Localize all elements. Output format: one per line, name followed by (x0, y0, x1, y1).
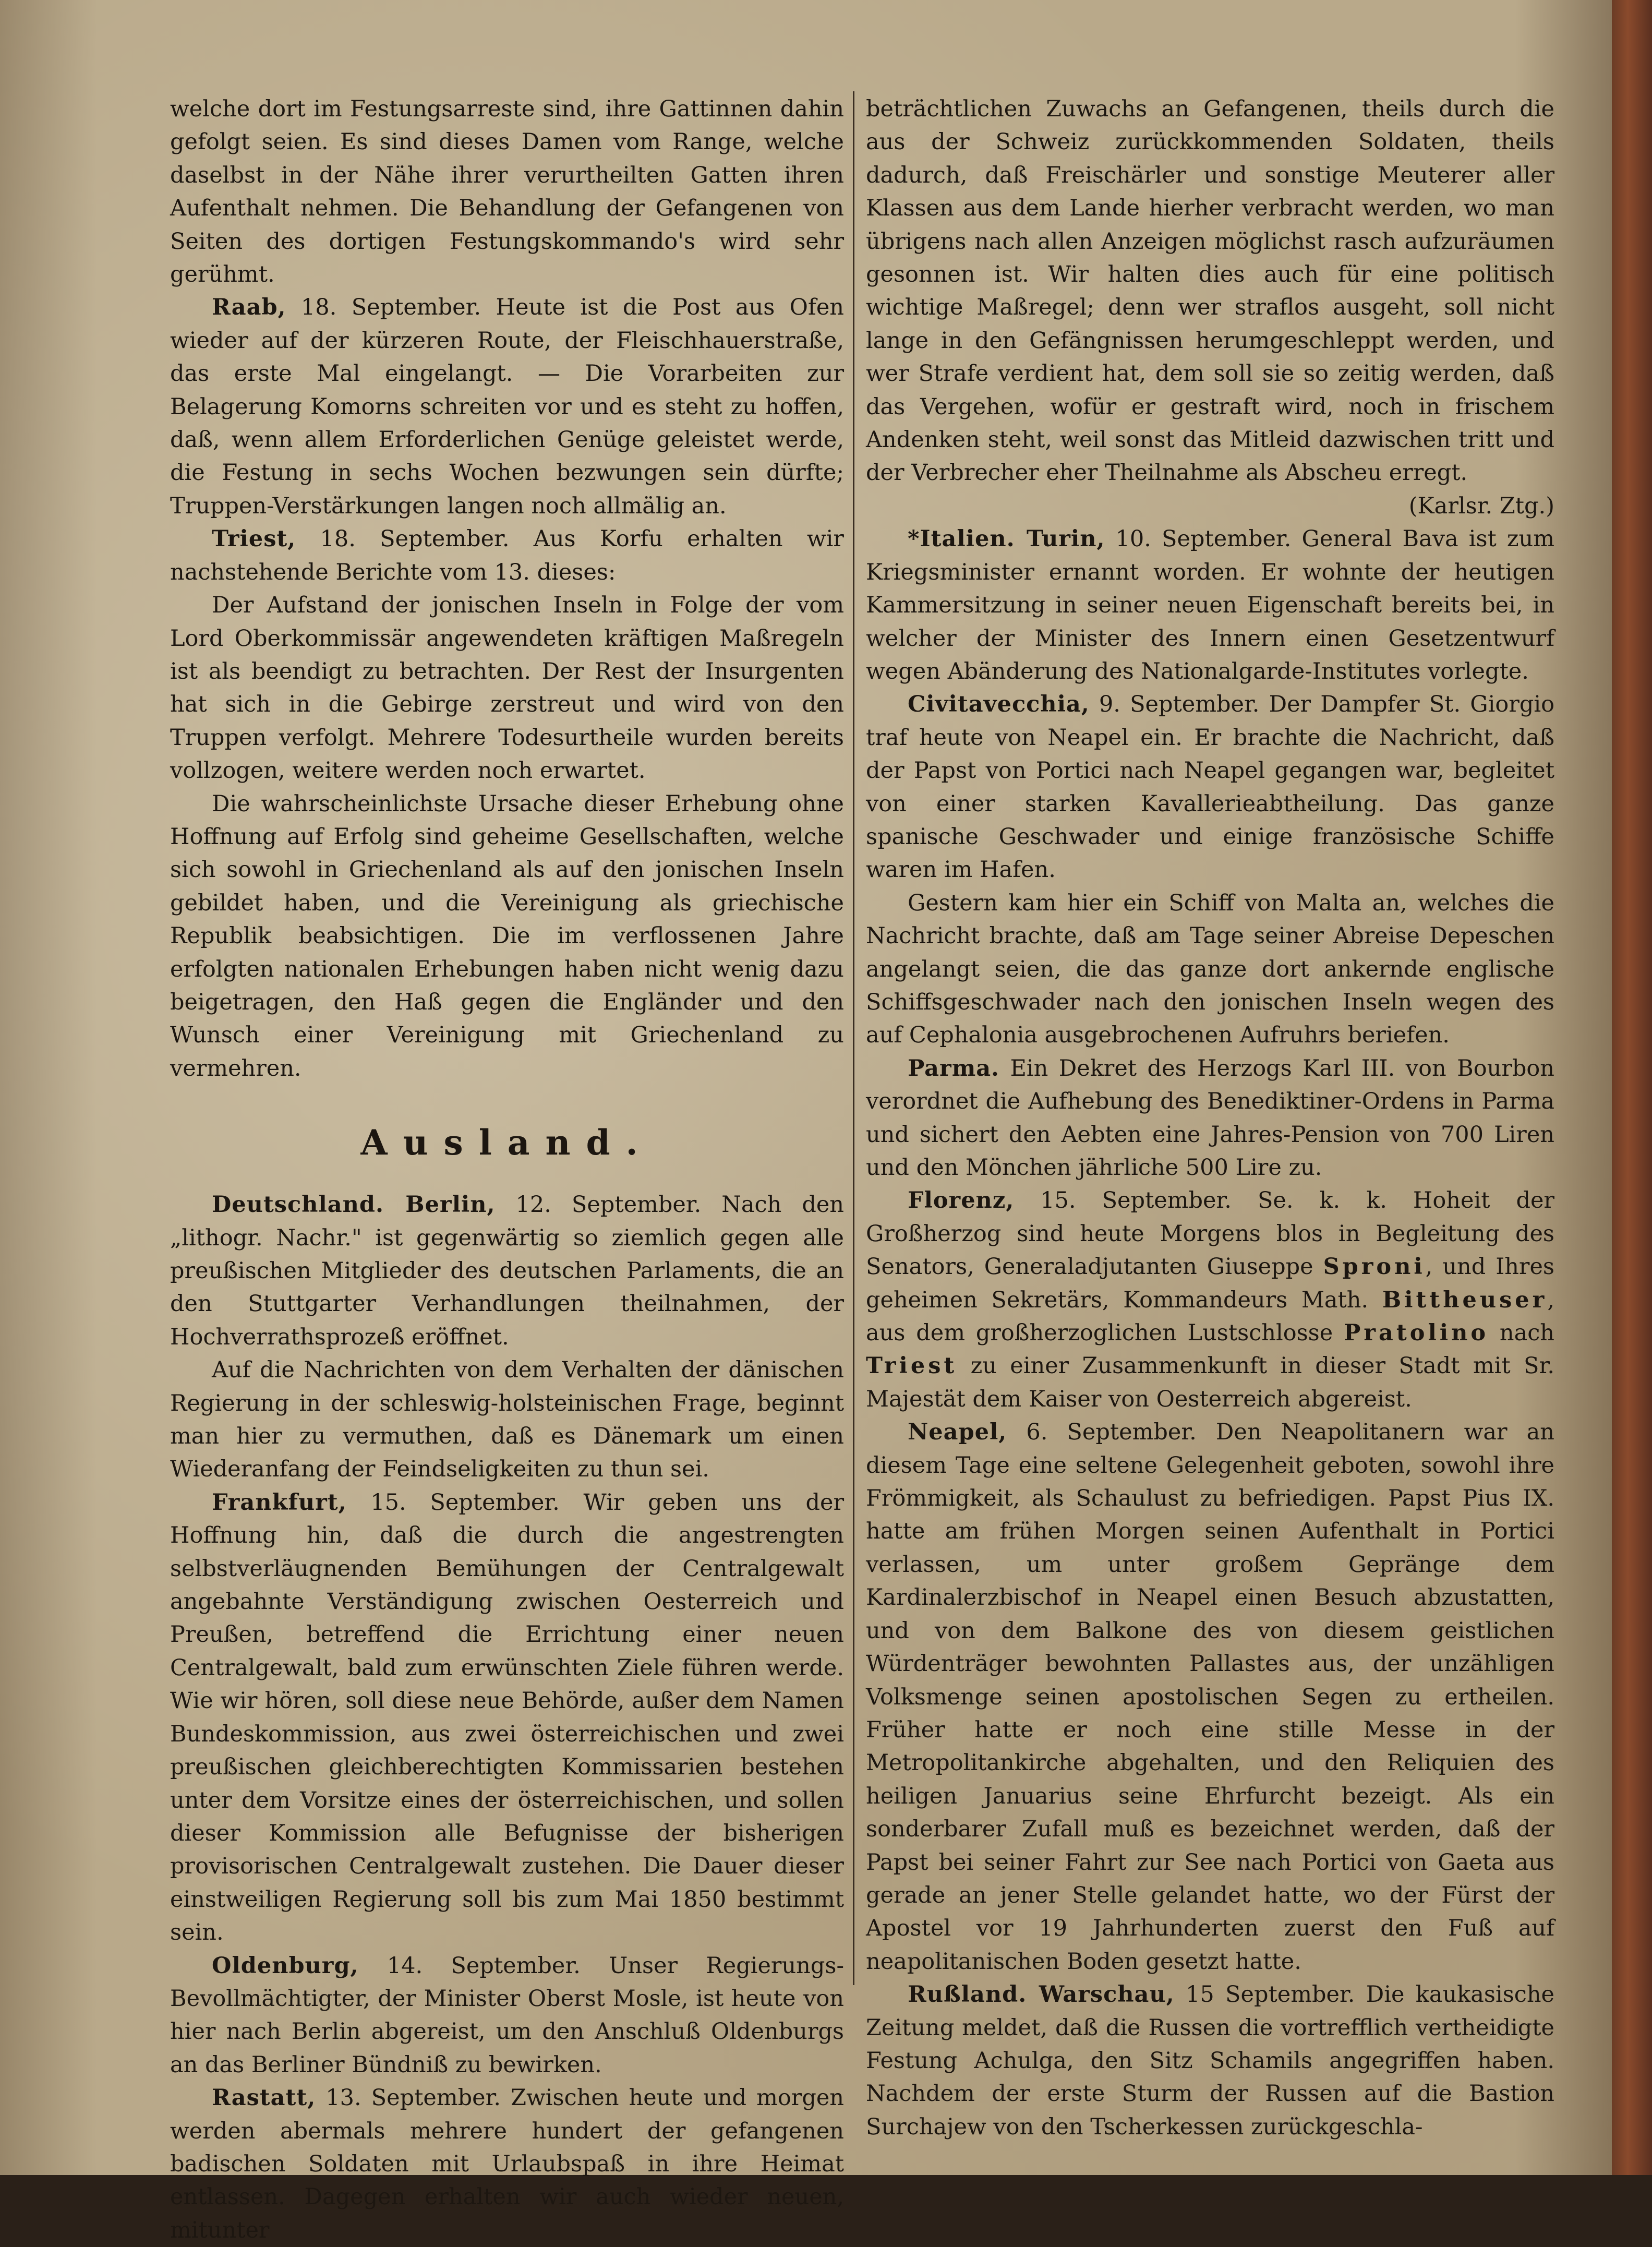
article-italien-text: 10. September. General Bava ist zum Kriegsminister ernannt worden. Er wohnte der heutigen Kammersitzung in seiner neuen Eigenschaft bereits bei, in welcher der Minister des Innern einen Gesetzentwurf wegen Abänderung des Nationalgarde-Institutes vorlegte. (866, 526, 1554, 684)
article-neapel (866, 1416, 1554, 1978)
paragraph-daenisch: Auf die Nachrichten von dem Verhalten der dänischen Regierung in der schleswig-holsteinischen Frage, beginnt man hier zu vermuthen, daß es Dänemark um einen Wiederanfang der Feindseligkeiten zu thun sei. (170, 1357, 844, 1483)
dateline-florenz: Florenz, (908, 1187, 1015, 1214)
article-italien (866, 523, 1554, 688)
section-heading-ausland: Ausland. (360, 1122, 654, 1163)
article-russland-text: 15 September. Die kaukasische Zeitung meldet, daß die Russen die vortrefflich vertheidigte Festung Achulga, den Sitz Schamils angegriffen haben. Nachdem der erste Sturm der Russen auf die Bastion Surchajew von den Tscherkessen zurückgeschla- (866, 1981, 1554, 2140)
article-florenz (866, 1184, 1554, 1416)
name-pratolino: Pratolino (1344, 1320, 1489, 1347)
paragraph-festungsarrest: welche dort im Festungsarreste sind, ihre Gattinnen dahin gefolgt seien. Es sind dieses Damen vom Range, welche daselbst in der Nähe ihrer verurtheilten Gatten ihren Aufenthalt nehmen. Die Behandlung der Gefangenen von Seiten des dortigen Festungskommando's wird sehr gerühmt. (170, 96, 844, 288)
right-column (866, 93, 1555, 2140)
dateline-frankfurt: Frankfurt, (212, 1489, 347, 1516)
article-triest-text: 18. September. Aus Korfu erhalten wir nachstehende Berichte vom 13. dieses: (170, 526, 844, 585)
left-column (170, 93, 845, 2243)
dateline-warschau: Rußland. Warschau, (908, 1981, 1175, 2008)
article-civitavecchia-text: 9. September. Der Dampfer St. Giorgio traf heute von Neapel ein. Er brachte die Nachricht, daß der Papst von Portici nach Neapel gegangen war, begleitet von einer starken Kavallerieabtheilung. Das ganze spanische Geschwader und einige französische Schiffe waren im Hafen. (866, 691, 1554, 883)
article-raab-text: 18. September. Heute ist die Post aus Ofen wieder auf der kürzeren Route, der Fleischhauerstraße, das erste Mal eingelangt. — Die Vorarbeiten zur Belagerung Komorns schreiten vor und es steht zu hoffen, daß, wenn allem Erforderlichen Genüge geleistet werde, die Festung in sechs Wochen bezwungen sein dürfte; Truppen-Verstärkungen langen noch allmälig an. (170, 294, 844, 519)
dateline-parma: Parma. (908, 1055, 1000, 1082)
dateline-civitavecchia: Civitavecchia, (908, 691, 1090, 718)
article-florenz-text-2: , und Ihres geheimen Sekretärs, Kommandeurs Math. (866, 1254, 1555, 1313)
dateline-raab: Raab, (212, 294, 286, 321)
name-sproni: Sproni (1323, 1254, 1426, 1280)
dateline-rastatt: Rastatt, (212, 2085, 316, 2111)
paragraph-ursache: Die wahrscheinlichste Ursache dieser Erhebung ohne Hoffnung auf Erfolg sind geheime Gesellschaften, welche sich sowohl in Griechenland als auf den jonischen Inseln gebildet haben, und die Vereinigung als griechische Republik beabsichtigen. Die im verflossenen Jahre erfolgten nationalen Erhebungen haben nicht wenig dazu beigetragen, den Haß gegen die Engländer und den Wunsch einer Vereinigung mit Griechenland zu vermehren. (170, 790, 844, 1082)
article-parma (866, 1052, 1554, 1185)
source-karlsruher-zeitung: (Karlsr. Ztg.) (1408, 492, 1554, 519)
article-raab (170, 291, 844, 523)
article-florenz-text-3: , aus dem großherzoglichen Lustschlosse (866, 1287, 1554, 1347)
article-deutschland-text: 12. September. Nach den „lithogr. Nachr." ist gegenwärtig so ziemlich gegen alle preußischen Mitglieder des deutschen Parlaments, die an den Stuttgarter Verhandlungen theilnahmen, der Hochverrathsprozeß eröffnet. (170, 1192, 845, 1350)
article-florenz-text-4: nach (1489, 1320, 1555, 1347)
dateline-berlin: Deutschland. Berlin, (212, 1192, 496, 1218)
article-rastatt (170, 2082, 844, 2247)
article-oldenburg (170, 1950, 844, 2082)
binding-spine (1612, 0, 1652, 2175)
dateline-neapel: Neapel, (908, 1419, 1007, 1446)
dateline-turin: *Italien. Turin, (908, 526, 1105, 552)
article-frankfurt-text: 15. September. Wir geben uns der Hoffnung hin, daß die durch die angestrengten selbstverläugnenden Bemühungen der Centralgewalt angebahnte Verständigung zwischen Oesterreich und Preußen, betreffend die Errichtung einer neuen Centralgewalt, bald zum erwünschten Ziele führen werde. Wie wir hören, soll diese neue Behörde, außer dem Namen Bundeskommission, aus zwei österreichischen und zwei preußischen gleichberechtigten Kommissarien bestehen unter dem Vorsitze eines der österreichischen, und sollen dieser Kommission alle Befugnisse der bisherigen provisorischen Centralgewalt zustehen. Die Dauer dieser einstweiligen Regierung soll bis zum Mai 1850 bestimmt sein. (170, 1489, 844, 1946)
article-russland (866, 1978, 1554, 2144)
name-bittheuser: Bittheuser (1382, 1287, 1548, 1313)
article-oldenburg-text: 14. September. Unser Regierungs-Bevollmächtigter, der Minister Oberst Mosle, ist heute von hier nach Berlin abgereist, um den Anschluß Oldenburgs an das Berliner Bündniß zu bewirken. (170, 1952, 844, 2078)
name-triest: Triest (866, 1353, 958, 1379)
article-deutschland (170, 1188, 844, 1354)
paragraph-gefangene: beträchtlichen Zuwachs an Gefangenen, theils durch die aus der Schweiz zurückkommenden Soldaten, theils dadurch, daß Freischärler und sonstige Meuterer aller Klassen aus dem Lande hierher verbracht werden, wo man übrigens nach allen Anzeigen möglichst rasch aufzuräumen gesonnen ist. Wir halten dies auch für eine politisch wichtige Maßregel; denn wer straflos ausgeht, soll nicht lange in den Gefängnissen herumgeschleppt werden, und wer Strafe verdient hat, dem soll sie so zeitig werden, daß das Vergehen, wofür er gestraft wird, noch in frischem Andenken steht, weil sonst das Mitleid dazwischen tritt und der Verbrecher eher Theilnahme als Abscheu erregt. (866, 96, 1554, 486)
dateline-triest: Triest, (212, 526, 296, 552)
dateline-oldenburg: Oldenburg, (212, 1952, 359, 1979)
article-civitavecchia (866, 688, 1554, 886)
article-rastatt-text: 13. September. Zwischen heute und morgen werden abermals mehrere hundert der gefangenen badischen Soldaten mit Urlaubspaß in ihre Heimat entlassen. Dagegen erhalten wir auch wieder neuen, mitunter (170, 2085, 844, 2243)
article-frankfurt (170, 1486, 844, 1950)
article-neapel-text: 6. September. Den Neapolitanern war an diesem Tage eine seltene Gelegenheit geboten, sowohl ihre Frömmigkeit, als Schaulust zu befriedigen. Papst Pius IX. hatte am frühen Morgen seinen Aufenthalt in Portici verlassen, um unter großem Gepränge dem Kardinalerzbischof in Neapel einen Besuch abzustatten, und von dem Balkone des von diesem geistlichen Würdenträger bewohnten Pallastes aus, der unzähligen Volksmenge seinen apostolischen Segen zu ertheilen. Früher hatte er noch eine stille Messe in der Metropolitankirche abgehalten, und den Reliquien des heiligen Januarius seine Ehrfurcht bezeigt. Als ein sonderbarer Zufall muß es bezeichnet werden, daß der Papst bei seiner Fahrt zur See nach Portici von Gaeta aus gerade an jener Stelle gelandet hatte, wo der Fürst der Apostel vor 19 Jahrhunderten zuerst den Fuß auf neapolitanischen Boden gesetzt hatte. (866, 1419, 1554, 1975)
article-triest (170, 523, 844, 589)
paragraph-malta: Gestern kam hier ein Schiff von Malta an, welches die Nachricht brachte, daß am Tage seiner Abreise Depeschen angelangt seien, die das ganze dort ankernde englische Schiffsgeschwader nach den jonischen Inseln wegen des auf Cephalonia ausgebrochenen Aufruhrs beriefen. (866, 890, 1554, 1049)
article-florenz-text-5: zu einer Zusammenkunft in dieser Stadt mit Sr. Majestät dem Kaiser von Oesterreich abgereist. (866, 1353, 1554, 1412)
column-divider (853, 91, 854, 1985)
article-florenz-text-1: 15. September. Se. k. k. Hoheit der Großherzog sind heute Morgens blos in Begleitung des Senators, Generaladjutanten Giuseppe (866, 1187, 1554, 1280)
article-parma-text: Ein Dekret des Herzogs Karl III. von Bourbon verordnet die Aufhebung des Benediktiner-Ordens in Parma und sichert den Aebten eine Jahres-Pension von 700 Liren und den Mönchen jährliche 500 Lire zu. (866, 1055, 1554, 1181)
paragraph-aufstand: Der Aufstand der jonischen Inseln in Folge der vom Lord Oberkommissär angewendeten kräftigen Maßregeln ist als beendigt zu betrachten. Der Rest der Insurgenten hat sich in die Gebirge zerstreut und wird von den Truppen verfolgt. Mehrere Todesurtheile wurden bereits vollzogen, weitere werden noch erwartet. (170, 592, 844, 784)
